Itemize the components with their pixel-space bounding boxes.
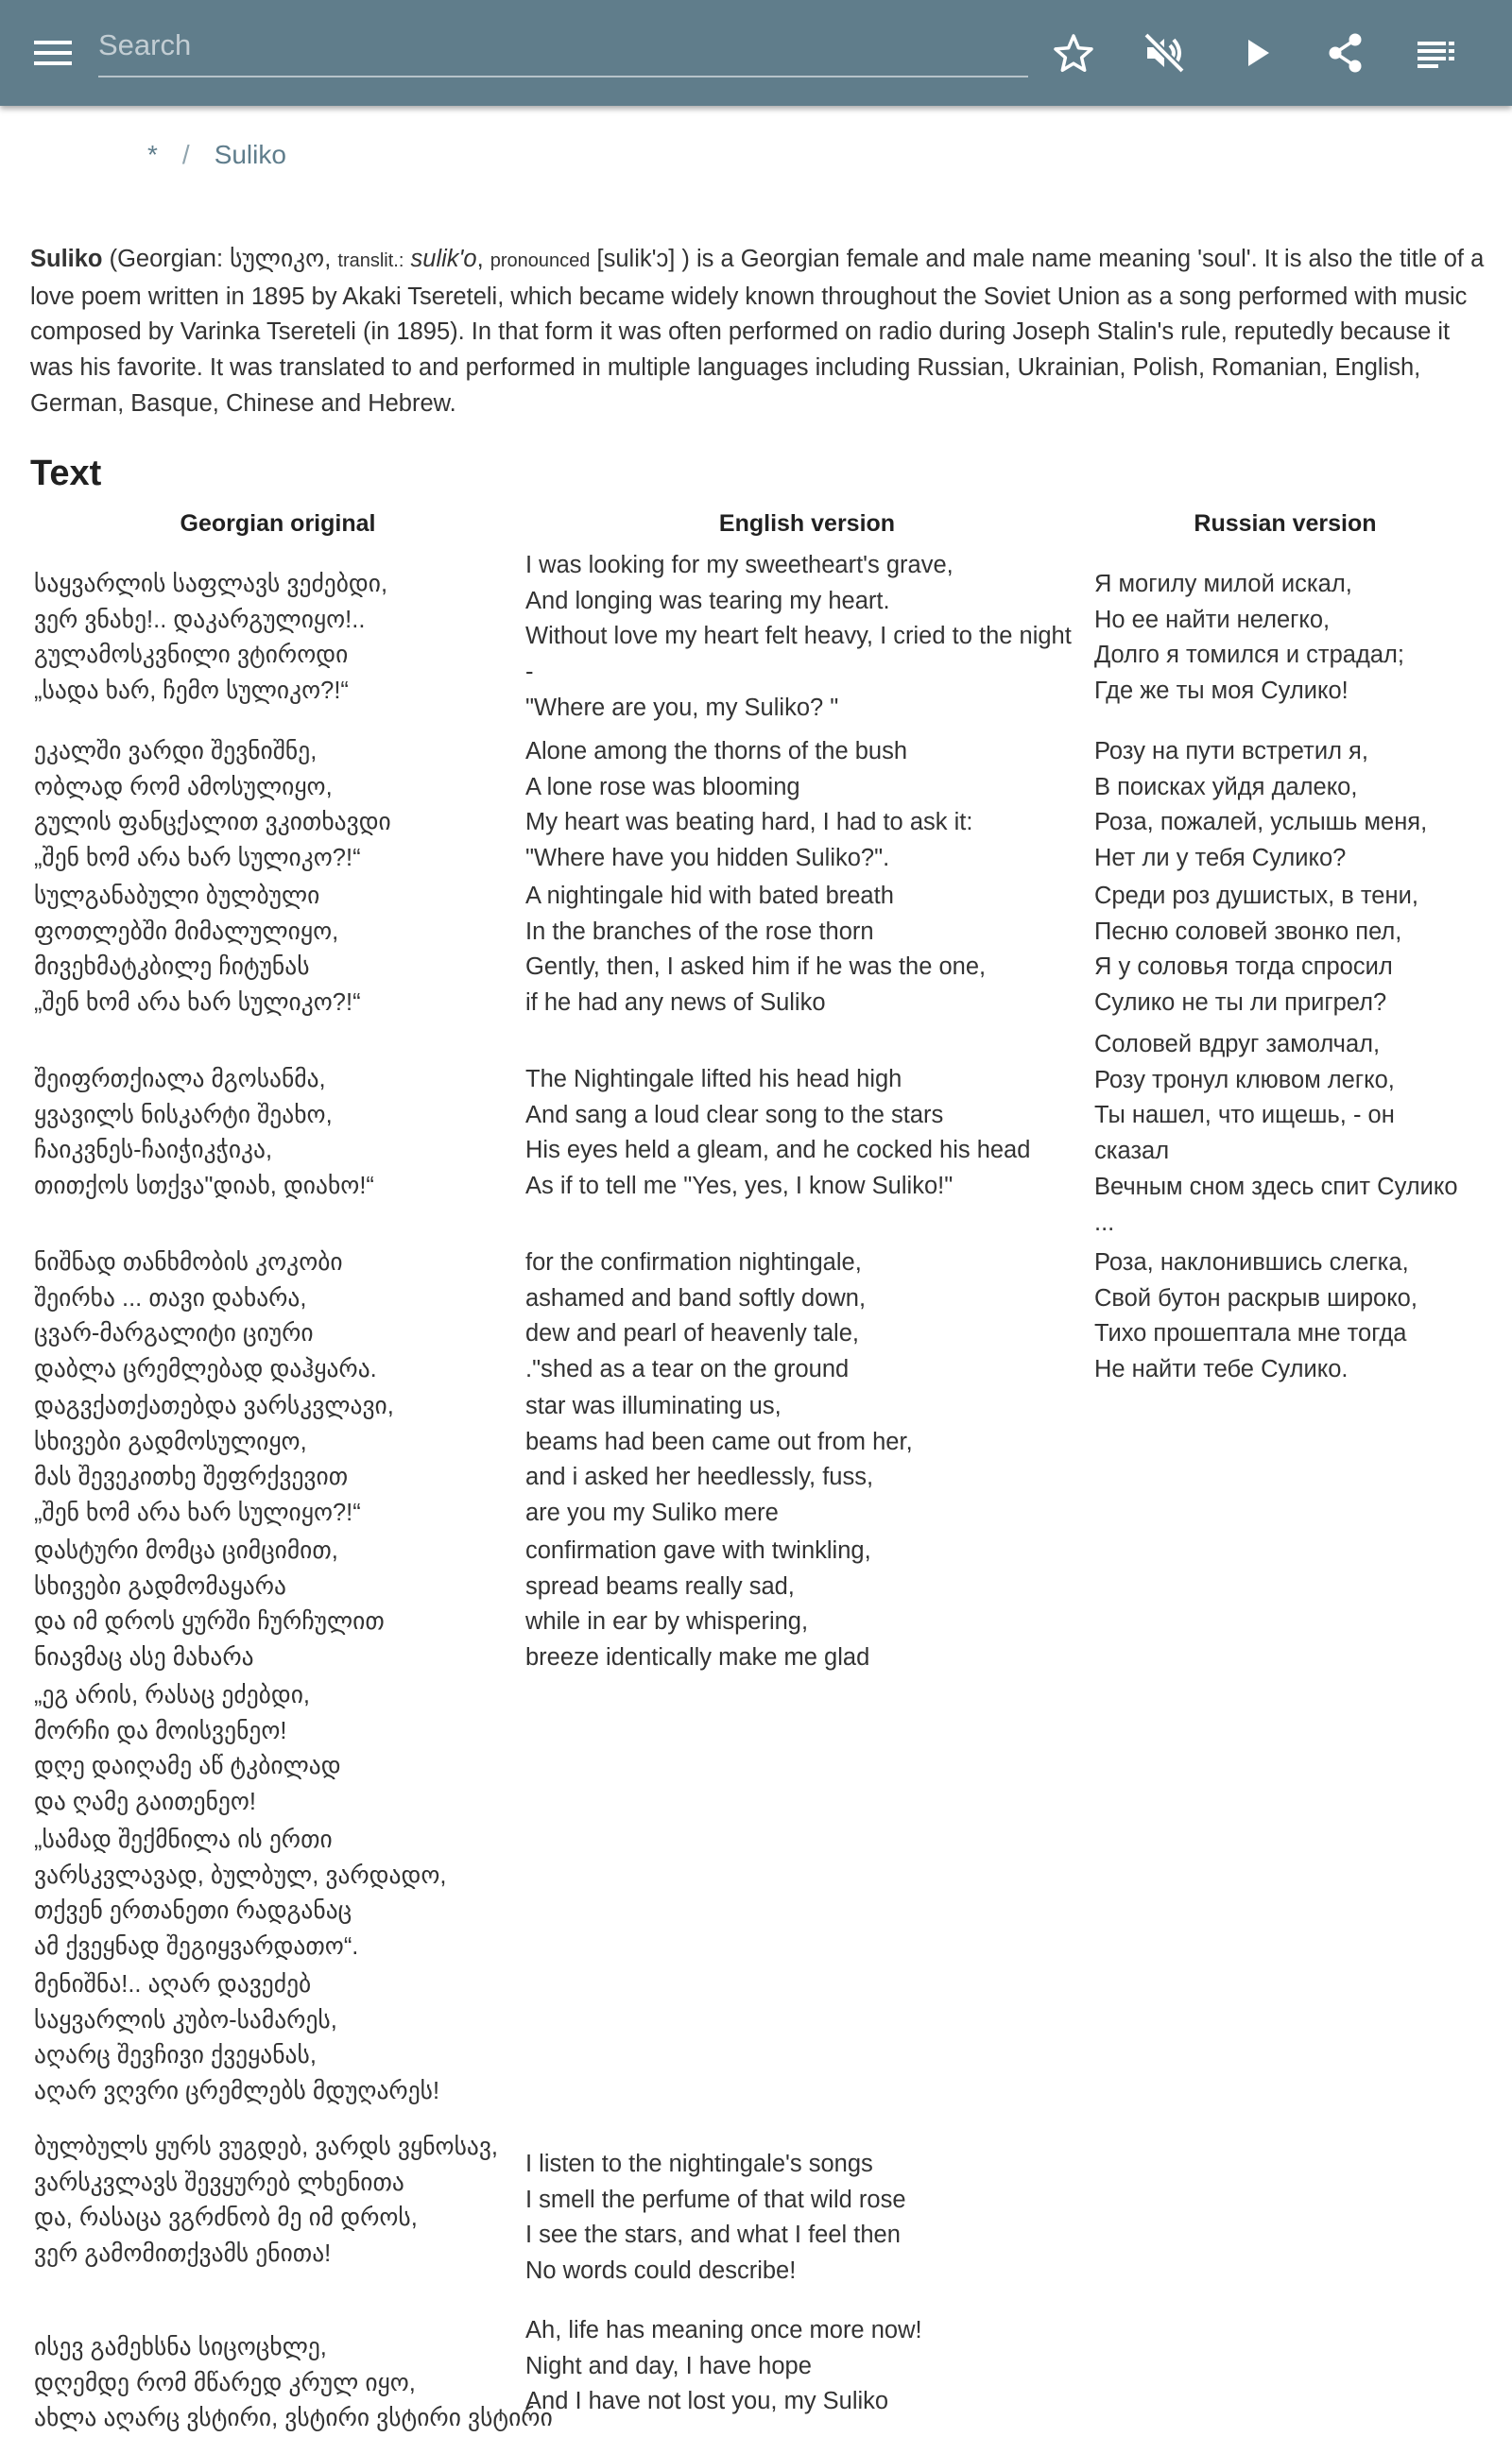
georgian-line: დაგვქათქათებდა ვარსკვლავი, xyxy=(34,1393,394,1419)
georgian-line: დასტური მომცა ციმციმით, xyxy=(34,1537,338,1564)
russian-stanza xyxy=(1094,567,1404,710)
english-line: My heart was beating hard, I had to ask it: xyxy=(525,809,973,836)
english-line: spread beams really sad, xyxy=(525,1572,795,1600)
english-line: Night and day, I have hope xyxy=(525,2352,812,2379)
russian-line: Долго я томился и страдал; xyxy=(1094,642,1404,669)
english-line: ."shed as a tear on the ground xyxy=(525,1356,850,1383)
georgian-column-header: Georgian original xyxy=(180,510,376,537)
english-stanza xyxy=(525,2313,922,2420)
georgian-line: ნიავმაც ასე მახარა xyxy=(34,1644,254,1672)
georgian-stanza xyxy=(34,1534,385,1676)
russian-line: ... xyxy=(1094,1209,1115,1236)
georgian-line: საყვარლის კუბო-სამარეს, xyxy=(34,2006,337,2034)
russian-line: Нет ли у тебя Сулико? xyxy=(1094,845,1347,872)
georgian-stanza xyxy=(34,1389,394,1532)
georgian-stanza xyxy=(34,1967,439,2110)
english-line: I see the stars, and what I feel then xyxy=(525,2222,901,2249)
english-line: "Where are you, my Suliko? " xyxy=(525,694,839,721)
georgian-line: ვერ ვნახე!.. დაკარგულიყო!.. xyxy=(34,606,366,633)
georgian-line: „სადა ხარ, ჩემო სულიკო?!“ xyxy=(34,678,349,705)
english-column-header: English version xyxy=(718,510,896,537)
georgian-line: ფოთლებში მიმალულიყო, xyxy=(34,918,339,945)
russian-line: Я могилу милой искал, xyxy=(1094,571,1352,597)
russian-line: В поисках уйдя далеко, xyxy=(1094,773,1358,800)
georgian-stanza xyxy=(34,1678,341,1821)
english-line: In the branches of the rose thorn xyxy=(525,918,874,945)
breadcrumb-separator: / xyxy=(181,140,190,169)
russian-line: Сулико не ты ли пригрел? xyxy=(1094,989,1387,1017)
english-line: I was looking for my sweetheart's grave, xyxy=(525,552,954,578)
playlist-icon[interactable] xyxy=(1410,26,1463,79)
georgian-stanza xyxy=(34,2130,498,2273)
georgian-line: მივეხმატკბილე ჩიტუნას xyxy=(34,953,310,981)
georgian-line: სხივები გადმოსულიყო, xyxy=(34,1428,307,1455)
share-icon[interactable] xyxy=(1319,26,1372,79)
georgian-line: „შენ ხომ არა ხარ სულიკო?!“ xyxy=(34,845,361,872)
ipa-pronunciation: [sulik'ɔ] xyxy=(596,246,682,272)
georgian-line: ობლად რომ ამოსულიყო, xyxy=(34,773,333,800)
russian-stanza xyxy=(1094,879,1418,1021)
georgian-line: თქვენ ერთანეთი რადგანაც xyxy=(34,1897,352,1925)
georgian-line: ჩაიკვნეს-ჩაიჭიკჭიკა, xyxy=(34,1137,273,1164)
georgian-line: მას შევეკითხე შეფრქვევით xyxy=(34,1464,349,1491)
russian-line: Но ее найти нелегко, xyxy=(1094,606,1331,633)
georgian-line: გულამოსკვნილი ვტიროდი xyxy=(34,642,349,669)
georgian-line: შეირხა ... თავი დახარა, xyxy=(34,1284,307,1312)
english-line: beams had been came out from her, xyxy=(525,1428,913,1455)
english-line: confirmation gave with twinkling, xyxy=(525,1537,871,1564)
georgian-stanza xyxy=(34,2330,553,2437)
english-line: star was illuminating us, xyxy=(525,1393,782,1419)
georgian-stanza xyxy=(34,1062,374,1205)
russian-line: Розу на пути встретил я, xyxy=(1094,738,1368,764)
english-line: Alone among the thorns of the bush xyxy=(525,738,908,764)
english-line: Gently, then, I asked him if he was the one, xyxy=(525,953,987,981)
english-line: "Where have you hidden Suliko?". xyxy=(525,845,890,872)
english-line: I listen to the nightingale's songs xyxy=(525,2151,873,2177)
english-line: And sang a loud clear song to the stars xyxy=(525,1101,944,1128)
english-lyrics xyxy=(525,0,1092,2419)
georgian-line: „ეგ არის, რასაც ეძებდი, xyxy=(34,1682,311,1708)
georgian-line: და იმ დროს ყურში ჩურჩულით xyxy=(34,1608,385,1636)
georgian-line: „სამად შექმნილა ის ერთი xyxy=(34,1827,333,1853)
english-line: dew and pearl of heavenly tale, xyxy=(525,1320,859,1347)
search-input[interactable] xyxy=(98,19,1028,72)
russian-stanza xyxy=(1094,734,1427,877)
english-stanza xyxy=(525,548,1072,727)
georgian-line: მენიშნა!.. აღარ დავეძებ xyxy=(34,1971,312,1998)
menu-icon[interactable] xyxy=(26,26,79,79)
english-stanza xyxy=(525,1245,866,1388)
russian-line: Вечным сном здесь спит Сулико xyxy=(1094,1173,1458,1200)
english-line: Without love my heart felt heavy, I cried to the night xyxy=(525,623,1072,650)
english-line: As if to tell me "Yes, yes, I know Suliko!" xyxy=(525,1173,954,1200)
georgian-line: სულგანაბული ბულბული xyxy=(34,883,320,909)
georgian-line: ცვარ-მარგალიტი ციური xyxy=(34,1320,314,1347)
translit-label: translit.: xyxy=(337,250,404,271)
english-line: The Nightingale lifted his head high xyxy=(525,1066,902,1092)
georgian-stanza xyxy=(34,567,387,710)
pronounced-label[interactable]: pronounced xyxy=(490,250,591,271)
georgian-stanza xyxy=(34,734,391,877)
georgian-line: ამ ქვეყნად შეგიყვარდათო“. xyxy=(34,1933,359,1961)
english-line: are you my Suliko mere xyxy=(525,1500,779,1527)
english-stanza xyxy=(525,1389,913,1532)
georgian-line: საყვარლის საფლავს ვეძებდი, xyxy=(34,571,388,597)
app-bar xyxy=(0,0,1512,106)
english-line: A lone rose was blooming xyxy=(525,773,800,800)
russian-line: Не найти тебе Сулико. xyxy=(1094,1356,1349,1383)
russian-line: Розу тронул клювом легко, xyxy=(1094,1066,1395,1093)
intro-text-3: ) is a Georgian female and male name meaning 'soul'. It is also the title of a love poem written in 1895 by Akaki Tsereteli, which became widely known throughout the Soviet Union as a song performed with music composed by Varinka Tsereteli (in 1895). In that form it was often performed on radio during Joseph Stalin's rule, reputedly because it was his favorite. It was translated to and performed in multiple languages including Russian, Ukrainian, Polish, Romanian, English, German, Basque, Chinese and Hebrew. xyxy=(30,246,1485,417)
georgian-line: მორჩი და მოისვენეო! xyxy=(34,1717,287,1744)
english-line: - xyxy=(525,659,534,686)
russian-stanza xyxy=(1094,1245,1418,1388)
russian-line: Среди роз душистых, в тени, xyxy=(1094,883,1418,909)
english-stanza xyxy=(525,1534,871,1676)
english-line: And I have not lost you, my Suliko xyxy=(525,2388,889,2415)
georgian-line: აღარც შევჩივი ქვეყანას, xyxy=(34,2042,317,2069)
georgian-line: და, რასაცა ვგრძნობ მე იმ დროს, xyxy=(34,2205,418,2232)
georgian-line: თითქოს სთქვა"დიახ, დიახო!“ xyxy=(34,1173,374,1200)
georgian-line: და ღამე გაითენეო! xyxy=(34,1789,256,1816)
english-line: ashamed and band softly down, xyxy=(525,1284,867,1312)
section-title-text: Text xyxy=(30,454,102,493)
russian-line: Соловей вдруг замолчал, xyxy=(1094,1031,1381,1057)
play-icon[interactable] xyxy=(1229,26,1282,79)
georgian-line: ყვავილს ნისკარტი შეახო, xyxy=(34,1101,333,1128)
english-line: And longing was tearing my heart. xyxy=(525,587,890,614)
english-stanza xyxy=(525,1062,1030,1205)
star-icon[interactable] xyxy=(1047,26,1100,79)
georgian-line: დღემდე რომ მწარედ კრულ იყო, xyxy=(34,2369,416,2396)
georgian-stanza xyxy=(34,1245,377,1388)
volume-off-icon[interactable] xyxy=(1138,26,1191,79)
english-line: breeze identically make me glad xyxy=(525,1644,870,1672)
georgian-line: გულის ფანცქალით ვკითხავდი xyxy=(34,809,391,836)
russian-line: Роза, пожалей, услышь меня, xyxy=(1094,809,1428,836)
russian-line: Песню соловей звонко пел, xyxy=(1094,918,1402,945)
georgian-line: სხივები გადმომაყარა xyxy=(34,1572,287,1600)
georgian-line: ეკალში ვარდი შევნიშნე, xyxy=(34,738,318,764)
english-line: No words could describe! xyxy=(525,2257,797,2285)
russian-line: сказал xyxy=(1094,1138,1170,1165)
breadcrumb-root[interactable]: * xyxy=(147,140,158,169)
english-line: His eyes held a gleam, and he cocked his head xyxy=(525,1137,1031,1164)
russian-line: Тихо прошептала мне тогда xyxy=(1094,1320,1407,1347)
georgian-line: დღე დაიღამე აწ ტკბილად xyxy=(34,1753,341,1780)
georgian-stanza xyxy=(34,1823,446,1965)
georgian-stanza xyxy=(34,879,361,1021)
english-line: and i asked her heedlessly, fuss, xyxy=(525,1464,874,1491)
russian-column-header: Russian version xyxy=(1194,510,1377,537)
russian-line: Свой бутон раскрыв широко, xyxy=(1094,1284,1418,1312)
translit-value: sulik'o xyxy=(410,246,477,272)
english-line: I smell the perfume of that wild rose xyxy=(525,2186,906,2213)
russian-line: Я у соловья тогда спросил xyxy=(1094,953,1393,981)
russian-stanza xyxy=(1094,1027,1458,1241)
english-stanza xyxy=(525,734,972,877)
english-line: A nightingale hid with bated breath xyxy=(525,883,894,909)
russian-lyrics xyxy=(1094,0,1491,2419)
breadcrumb-current[interactable]: Suliko xyxy=(214,140,286,169)
georgian-line: ვარსკვლავს შევყურებ ლხენითა xyxy=(34,2169,404,2196)
georgian-line: „შენ ხომ არა ხარ სულიკო?!“ xyxy=(34,989,361,1017)
english-stanza xyxy=(525,2147,906,2290)
georgian-line: დაბლა ცრემლებად დაჰყარა. xyxy=(34,1356,377,1383)
english-stanza xyxy=(525,879,986,1021)
english-line: for the confirmation nightingale, xyxy=(525,1249,862,1276)
georgian-line: შეიფრთქიალა მგოსანმა, xyxy=(34,1066,326,1092)
english-line: if he had any news of Suliko xyxy=(525,989,826,1017)
georgian-line: ახლა აღარც ვსტირი, ვსტირი ვსტირი ვსტირი xyxy=(34,2405,553,2432)
article-name: Suliko xyxy=(30,246,103,272)
georgian-line: ვარსკვლავად, ბულბულ, ვარდადო, xyxy=(34,1862,447,1889)
english-line: Ah, life has meaning once more now! xyxy=(525,2317,922,2343)
english-line: while in ear by whispering, xyxy=(525,1608,809,1636)
georgian-line: აღარ ვღვრი ცრემლებს მდუღარეს! xyxy=(34,2078,440,2105)
russian-line: Где же ты моя Сулико! xyxy=(1094,678,1349,705)
intro-text-1: (Georgian: სულიკო, xyxy=(102,246,338,272)
search-field[interactable] xyxy=(98,19,1028,77)
russian-line: Ты нашел, что ищешь, - он xyxy=(1094,1102,1395,1129)
georgian-line: ისევ გამეხსნა სიცოცხლე, xyxy=(34,2334,327,2360)
georgian-line: ნიშნად თანხმობის კოკობი xyxy=(34,1249,343,1276)
georgian-line: ბულბულს ყურს ვუგდებ, ვარდს ვყნოსავ, xyxy=(34,2134,498,2160)
russian-line: Роза, наклонившись слегка, xyxy=(1094,1249,1409,1276)
georgian-line: ვერ გამომითქვამს ენითა! xyxy=(34,2240,332,2268)
intro-text-2: , xyxy=(476,246,490,272)
georgian-line: „შენ ხომ არა ხარ სულიყო?!“ xyxy=(34,1500,361,1527)
